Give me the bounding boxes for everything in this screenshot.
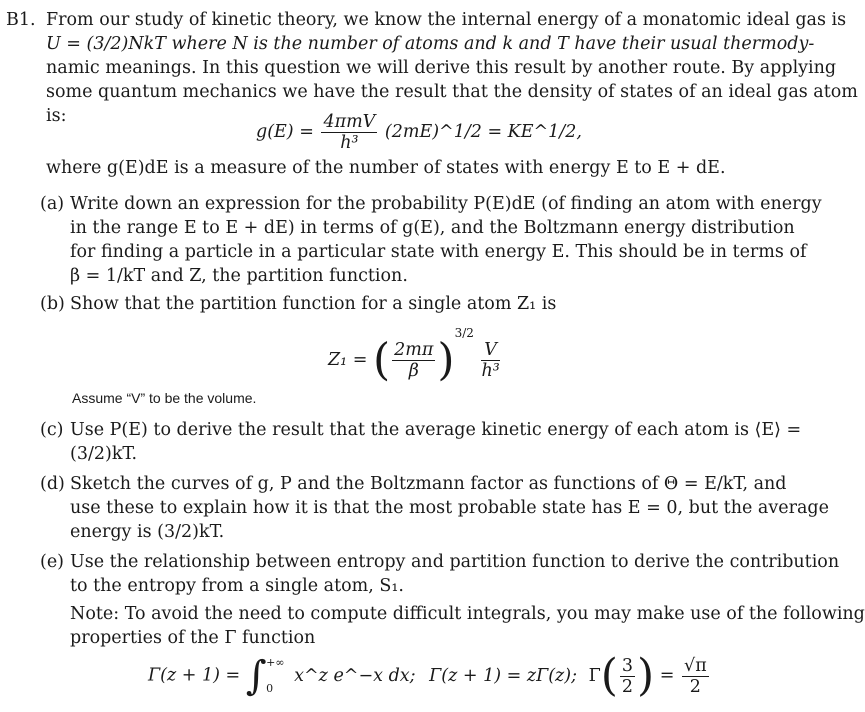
after-equation-text: where g(E)dE is a measure of the number of states with energy E to E + dE.	[46, 158, 726, 178]
z1-lhs: Z₁ =	[328, 350, 368, 370]
intro-line-4: some quantum mechanics we have the result that the density of states of an ideal gas atom	[46, 82, 858, 102]
part-c-line-2: (3/2)kT.	[70, 444, 138, 464]
part-a-label: (a)	[40, 194, 65, 214]
part-b-label: (b)	[40, 294, 65, 314]
z1-fraction	[392, 340, 435, 381]
eq-numerator: 4πmV	[323, 112, 376, 132]
part-e-line-1: Use the relationship between entropy and partition function to derive the contribution	[70, 552, 840, 572]
integral-sign: ∫	[245, 653, 267, 699]
part-e-label: (e)	[40, 552, 65, 572]
eq-rest: (2mE)^1/2 = KE^1/2,	[384, 122, 582, 142]
part-e-note-1: Note: To avoid the need to compute difficult integrals, you may make use of the following	[70, 604, 865, 624]
part-a-line-4: β = 1/kT and Z, the partition function.	[70, 266, 408, 286]
z1-power: 3/2	[454, 326, 474, 340]
z1-numerator: 2mπ	[394, 340, 434, 360]
gamma-result-fraction	[682, 656, 709, 697]
part-a-line-1: Write down an expression for the probability P(E)dE (of finding an atom with energy	[70, 194, 822, 214]
eq-lhs: g(E) =	[256, 122, 314, 142]
gamma-arg-denominator: 2	[621, 676, 634, 697]
right-paren: )	[437, 334, 455, 386]
left-paren: (	[372, 334, 391, 386]
intro-line-3: namic meanings. In this question we will derive this result by another route. By applying	[46, 58, 837, 78]
intro-line-5: is:	[46, 106, 67, 126]
part-e-line-2: to the entropy from a single atom, S₁.	[70, 576, 404, 596]
part-d-line-2: use these to explain how it is that the most probable state has E = 0, but the average	[70, 498, 829, 518]
problem-label: B1.	[6, 10, 36, 30]
part-d-line-3: energy is (3/2)kT.	[70, 522, 225, 542]
part-a-line-3: for finding a particle in a particular state with energy E. This should be in terms of	[70, 242, 807, 262]
part-c-line-1: Use P(E) to derive the result that the average kinetic energy of each atom is ⟨E⟩ =	[70, 420, 802, 440]
gamma-lhs: Γ(z + 1) =	[148, 665, 241, 686]
intro-line-2: U = (3/2)NkT where N is the number of atoms and k and T have their usual thermody-	[46, 34, 815, 54]
part-d-line-1: Sketch the curves of g, P and the Boltzmann factor as functions of Θ = E/kT, and	[70, 474, 787, 494]
gamma-half-symbol: Γ	[588, 665, 601, 686]
partition-function-equation	[328, 326, 502, 386]
eq-denominator: h³	[340, 133, 359, 153]
gamma-arg-numerator: 3	[621, 655, 634, 676]
gamma-recurrence: Γ(z + 1) = zΓ(z);	[429, 665, 577, 686]
v-fraction	[481, 340, 499, 381]
v-numerator: V	[481, 340, 499, 361]
gamma-arg-fraction	[620, 656, 635, 697]
intro-line-1: From our study of kinetic theory, we know the internal energy of a monatomic ideal gas is	[46, 10, 847, 30]
integral-lower-limit: 0	[266, 682, 274, 695]
v-denominator: h³	[481, 361, 500, 381]
eq-fraction	[321, 112, 377, 153]
gamma-function-equation	[148, 650, 711, 702]
integral-limits	[266, 650, 284, 702]
part-a-line-2: in the range E to E + dE) in terms of g(E), and the Boltzmann energy distribution	[70, 218, 795, 238]
volume-note: Assume “V” to be the volume.	[72, 390, 257, 406]
gamma-right-paren: )	[637, 650, 655, 701]
gamma-left-paren: (	[600, 650, 618, 701]
density-of-states-equation	[256, 112, 582, 153]
part-b-line: Show that the partition function for a single atom Z₁ is	[70, 294, 557, 314]
gamma-result-numerator: √π	[684, 655, 707, 676]
part-d-label: (d)	[40, 474, 65, 494]
part-e-note-2: properties of the Γ function	[70, 628, 316, 648]
part-c-label: (c)	[40, 420, 64, 440]
integrand: x^z e^−x dx;	[294, 665, 416, 686]
integral-upper-limit: +∞	[266, 656, 285, 669]
z1-denominator: β	[408, 361, 419, 381]
gamma-result-denominator: 2	[689, 676, 701, 697]
gamma-equals: =	[659, 665, 675, 686]
